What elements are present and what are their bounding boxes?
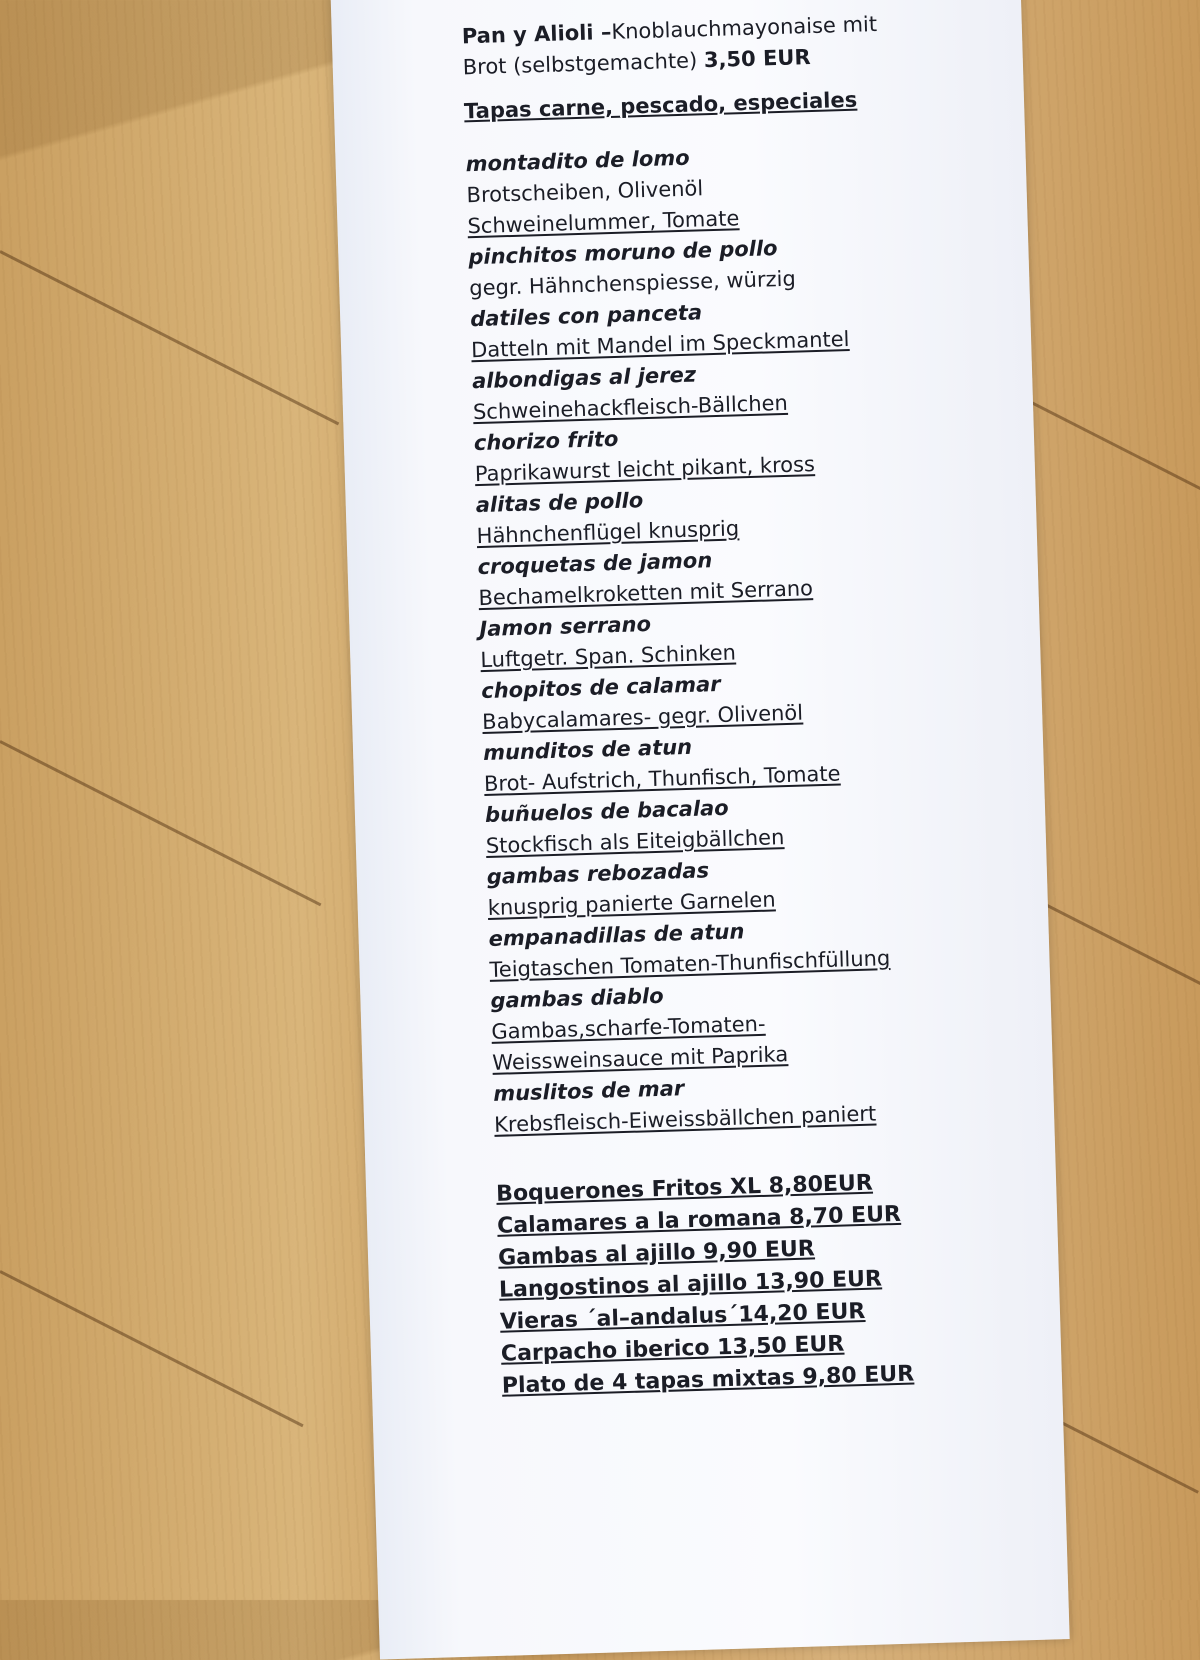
menu-paper	[330, 0, 1070, 1659]
dish-name: alitas de pollo	[475, 488, 644, 518]
dish-name: buñuelos de bacalao	[484, 795, 730, 828]
dish-description: Schweinehackfleisch-Bällchen	[472, 390, 789, 425]
dish-description: Weissweinsauce mit Paprika	[491, 1042, 789, 1075]
floor-seam	[0, 740, 321, 906]
dish-name: gambas diablo	[490, 983, 664, 1013]
intro-description-2: Brot (selbstgemachte)	[462, 48, 698, 80]
intro-description-1: Knoblauchmayonaise mit	[610, 12, 878, 44]
dish-description: Schweinelummer, Tomate	[467, 206, 740, 239]
special-item: Vieras ´al–andalus´14,20 EUR	[499, 1298, 866, 1335]
dish-name: albondigas al jerez	[471, 362, 697, 394]
specials-list	[496, 1163, 1022, 1402]
floor-seam	[0, 1270, 304, 1427]
dish-name: chorizo frito	[473, 426, 619, 456]
dish-description: Datteln mit Mandel im Speckmantel	[470, 326, 850, 363]
special-item: Gambas al ajillo 9,90 EUR	[497, 1236, 816, 1271]
dish-name: chopitos de calamar	[480, 671, 721, 704]
dish-item	[465, 134, 988, 242]
special-item: Boquerones Fritos XL 8,80EUR	[495, 1170, 874, 1207]
section-title: Tapas carne, pescado, especiales	[463, 87, 858, 124]
dish-name: croquetas de jamon	[477, 548, 713, 580]
intro-price: 3,50 EUR	[703, 45, 811, 73]
intro-line	[461, 6, 983, 83]
dish-name: munditos de atun	[482, 734, 693, 766]
dish-description: Paprikawurst leicht pikant, kross	[474, 452, 816, 487]
intro-dish-name: Pan y Alioli –	[461, 19, 612, 49]
floor-seam	[0, 250, 339, 425]
dish-list	[465, 134, 1014, 1141]
special-item: Plato de 4 tapas mixtas 9,80 EUR	[501, 1361, 915, 1399]
dish-description: Hähnchenflügel knusprig	[476, 516, 740, 549]
dish-description: Luftgetr. Span. Schinken	[480, 640, 737, 673]
dish-name: gambas rebozadas	[486, 858, 710, 889]
dish-description: Gambas,scharfe-Tomaten-	[491, 1011, 766, 1044]
dish-description: knusprig panierte Garnelen	[487, 887, 776, 920]
menu-content	[461, 6, 1022, 1403]
dish-name: pinchitos moruno de pollo	[468, 236, 778, 270]
dish-description: gegr. Hähnchenspiesse, würzig	[468, 266, 797, 301]
dish-description: Bechamelkroketten mit Serrano	[478, 576, 814, 611]
special-item: Langostinos al ajillo 13,90 EUR	[498, 1266, 883, 1303]
dish-name: empanadillas de atun	[488, 919, 745, 951]
dish-description: Brot- Aufstrich, Thunfisch, Tomate	[483, 761, 841, 797]
dish-description: Krebsfleisch-Eiweissbällchen paniert	[493, 1101, 877, 1137]
dish-name: montadito de lomo	[465, 145, 690, 177]
dish-name: muslitos de mar	[492, 1076, 685, 1106]
dish-description: Brotscheiben, Olivenöl	[466, 176, 704, 208]
special-item: Carpacho iberico 13,50 EUR	[500, 1331, 845, 1367]
dish-description: Teigtaschen Tomaten-Thunfischfüllung	[489, 946, 891, 982]
dish-description: Babycalamares- gegr. Olivenöl	[481, 700, 804, 735]
dish-item	[490, 971, 1013, 1079]
dish-name: datiles con panceta	[469, 300, 703, 332]
dish-description: Stockfisch als Eiteigbällchen	[485, 825, 785, 858]
dish-name: Jamon serrano	[479, 612, 652, 642]
special-item: Calamares a la romana 8,70 EUR	[496, 1201, 902, 1239]
